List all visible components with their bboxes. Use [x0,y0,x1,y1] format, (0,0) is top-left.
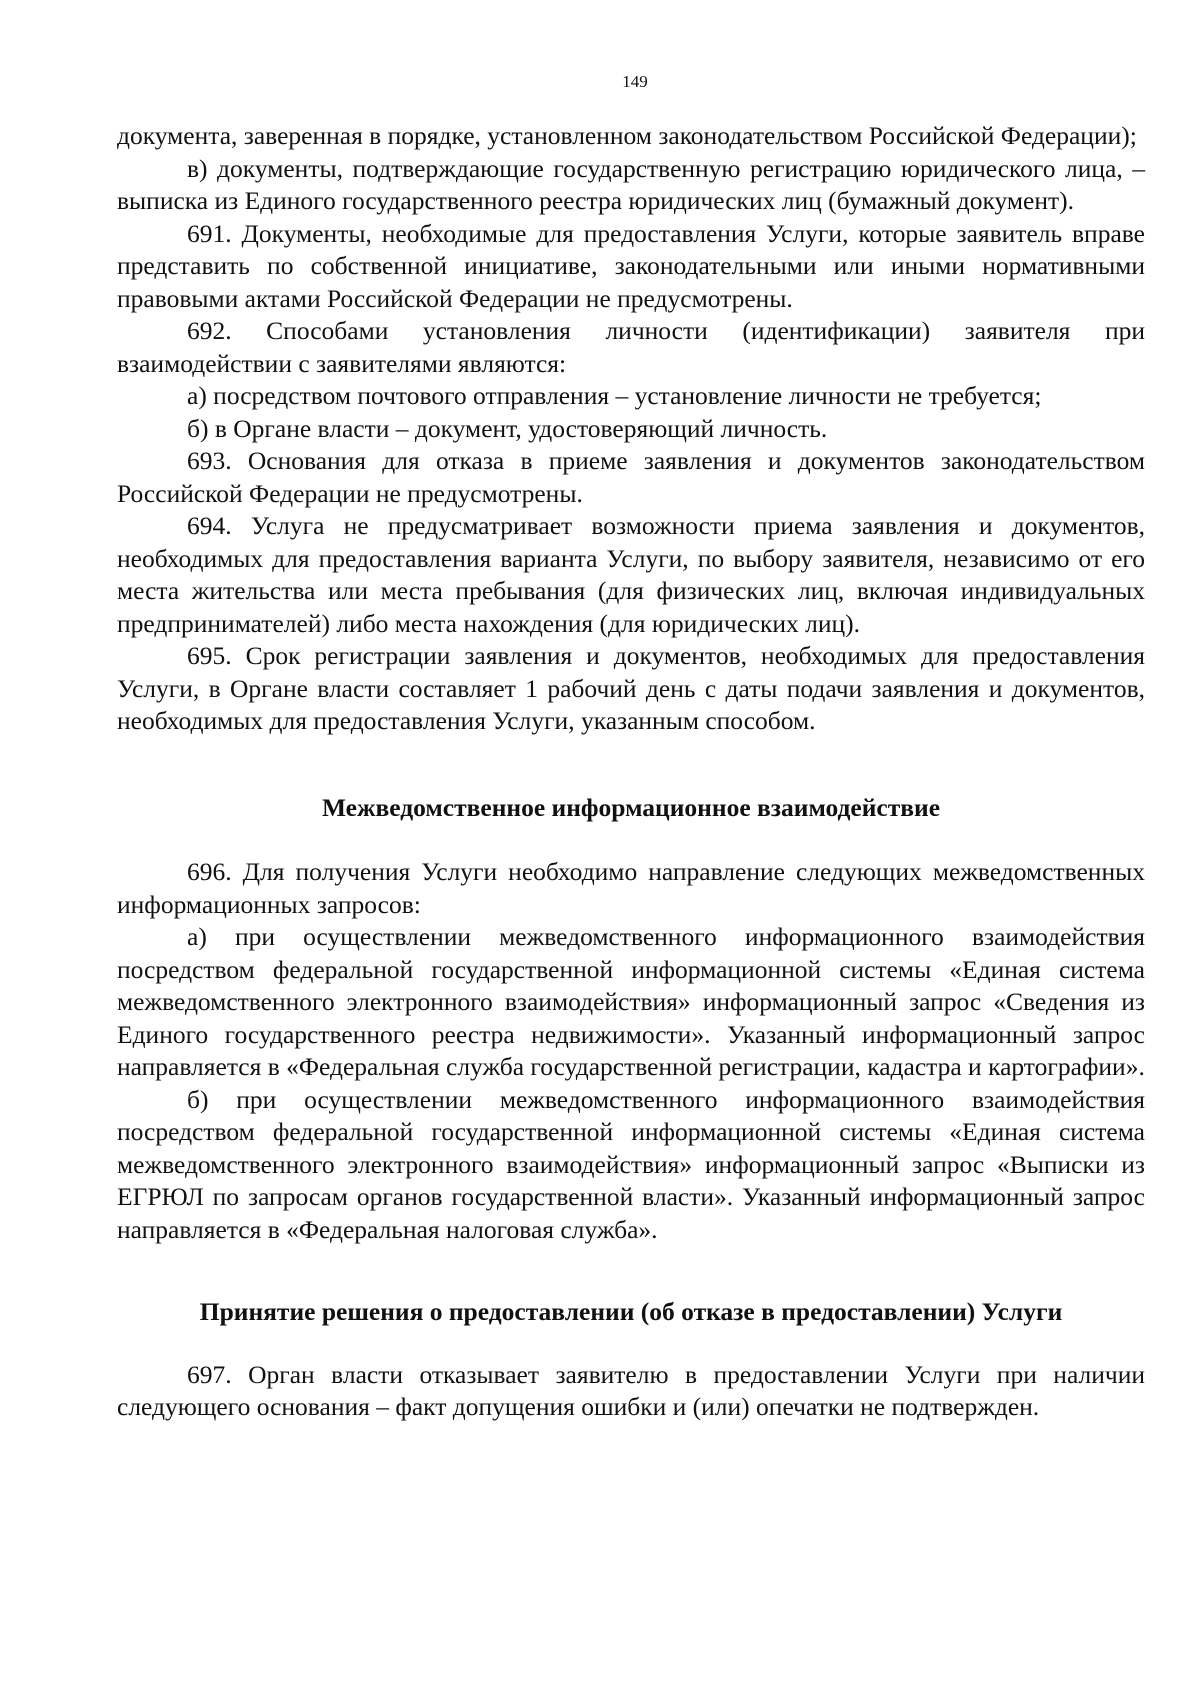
paragraph-696-b: б) при осуществлении межведомственного информационного взаимодействия посредством федеральной государственной информационной системы «Единая система межведомственного электронного взаимодействия» информационный запрос «Выписки из ЕГРЮЛ по запросам органов государственной власти». Указанный информационный запрос направляется в «Федеральная налоговая служба». [117,1084,1145,1244]
section-heading-decision: Принятие решения о предоставлении (об отказе в предоставлении) Услуги [199,1297,1063,1326]
paragraph-696: 696. Для получения Услуги необходимо направление следующих межведомственных информационных запросов: [117,857,1145,919]
paragraph-697: 697. Орган власти отказывает заявителю в предоставлении Услуги при наличии следующего основания – факт допущения ошибки и (или) опечатки не подтвержден. [117,1359,1145,1421]
document-body [117,120,1145,1424]
paragraph-692-b: б) в Органе власти – документ, удостоверяющий личность. [187,413,828,443]
page-number: 149 [622,72,648,91]
paragraph-692-a: а) посредством почтового отправления – установление личности не требуется; [187,381,1042,410]
paragraph-691: 691. Документы, необходимые для предоставления Услуги, которые заявитель вправе представить по собственной инициативе, законодательными или иными нормативными правовыми актами Российской Федерации не предусмотрены. [117,218,1145,313]
paragraph-694: 694. Услуга не предусматривает возможности приема заявления и документов, необходимых для предоставления варианта Услуги, по выбору заявителя, независимо от его места жительства или места пребывания (для физических лиц, включая индивидуальных предпринимателей) либо места нахождения (для юридических лиц). [117,511,1145,638]
paragraph-continuation: документа, заверенная в порядке, установленном законодательством Российской Федерации); [117,121,1137,150]
paragraph-item-v: в) документы, подтверждающие государственную регистрацию юридического лица, – выписка из Единого государственного реестра юридических лиц (бумажный документ). [117,153,1145,215]
paragraph-696-a: а) при осуществлении межведомственного информационного взаимодействия посредством федеральной государственной информационной системы «Единая система межведомственного электронного взаимодействия» информационный запрос «Сведения из Единого государственного реестра недвижимости». Указанный информационный запрос направляется в «Федеральная служба государственной регистрации, кадастра и картографии». [117,922,1145,1081]
paragraph-693: 693. Основания для отказа в приеме заявления и документов законодательством Российской Федерации не предусмотрены. [117,446,1145,508]
paragraph-692: 692. Способами установления личности (идентификации) заявителя при взаимодействии с заявителями являются: [117,316,1145,378]
section-heading-interagency: Межведомственное информационное взаимодействие [321,792,941,822]
paragraph-695: 695. Срок регистрации заявления и документов, необходимых для предоставления Услуги, в Органе власти составляет 1 рабочий день с даты подачи заявления и документов, необходимых для предоставления Услуги, указанным способом. [117,641,1145,735]
